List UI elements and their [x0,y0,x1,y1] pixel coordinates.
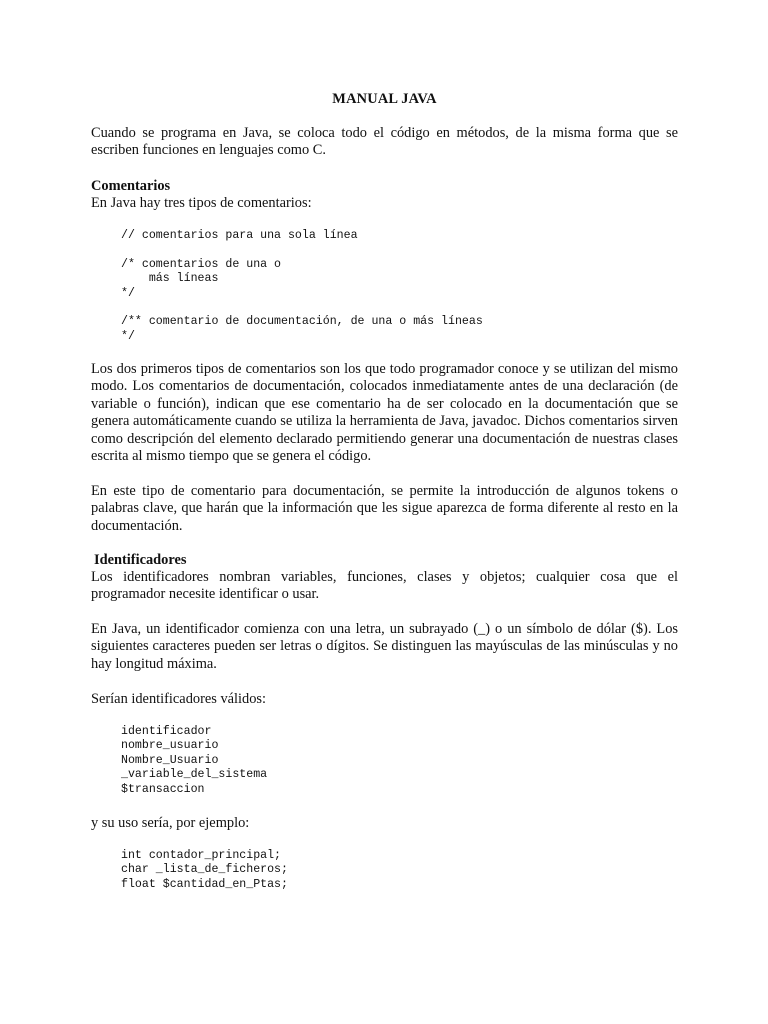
intro-paragraph: Cuando se programa en Java, se coloca todo el código en métodos, de la misma forma que se escriben funciones en lenguajes como C. [91,125,678,159]
valid-identifiers-code-block: identificador nombre_usuario Nombre_Usuario _variable_del_sistema $transaccion [121,725,268,796]
comentarios-code-block: // comentarios para una sola línea /* comentarios de una o más líneas */ /** comentario de documentación, de una o más líneas */ [121,229,483,343]
identificadores-paragraph-2: En Java, un identificador comienza con una letra, un subrayado (_) o un símbolo de dólar ($). Los siguientes caracteres pueden ser letras o dígitos. Se distinguen las mayúsculas de las minúsculas y no hay longitud máxima. [91,621,678,672]
comentarios-paragraph-2: En este tipo de comentario para documentación, se permite la introducción de algunos tokens o palabras clave, que harán que la información que les sigue aparezca de forma diferente al resto en la documentación. [91,483,678,534]
usage-code-block: int contador_principal; char _lista_de_ficheros; float $cantidad_en_Ptas; [121,849,288,891]
comentarios-lead: En Java hay tres tipos de comentarios: [91,195,312,211]
identificadores-paragraph-1: Los identificadores nombran variables, funciones, clases y objetos; cualquier cosa que el programador necesite identificar o usar. [91,569,678,603]
document-title: MANUAL JAVA [332,91,437,107]
usage-lead: y su uso sería, por ejemplo: [91,815,250,831]
comentarios-heading: Comentarios [91,178,171,194]
identificadores-heading: Identificadores [94,552,187,568]
valid-identifiers-lead: Serían identificadores válidos: [91,691,267,707]
comentarios-paragraph-1: Los dos primeros tipos de comentarios son los que todo programador conoce y se utilizan del mismo modo. Los comentarios de documentación, colocados inmediatamente antes de una declaración (de variable o función), indican que ese comentario ha de ser colocado en la documentación que se genera automáticamente cuando se utiliza la herramienta de Java, javadoc. Dichos comentarios sirven como descripción del elemento declarado permitiendo generar una documentación de nuestras clases escrita al mismo tiempo que se genera el código. [91,361,678,465]
